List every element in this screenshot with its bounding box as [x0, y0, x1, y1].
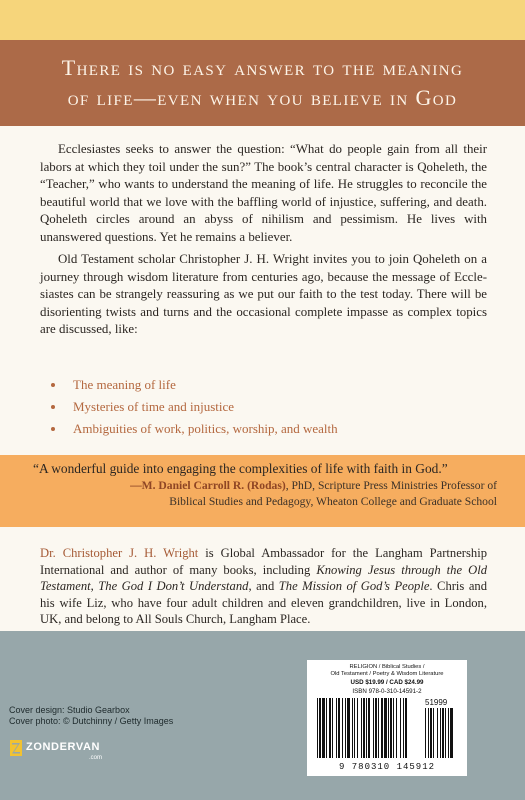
barcode-supplement-bar: [450, 708, 453, 758]
endorser-name: —M. Daniel Carroll R. (Rodas): [130, 479, 286, 492]
barcode-supplement-bar: [425, 708, 426, 758]
list-item: [51, 374, 338, 396]
barcode-digits: 9 780310 145912: [338, 762, 435, 772]
barcode-bar: [332, 698, 333, 758]
barcode-bar: [388, 698, 389, 758]
bio-sep-2: , and: [248, 579, 279, 594]
cover-design-credit: Cover design: Studio Gearbox: [9, 705, 130, 715]
endorser-credentials-2: Biblical Studies and Pedagogy, Wheaton College and Graduate School: [169, 495, 497, 508]
barcode-supplement-bar: [442, 708, 444, 758]
category-line-2: Old Testament / Poetry & Wisdom Literature: [330, 671, 444, 677]
barcode-bar: [384, 698, 387, 758]
barcode-bar: [378, 698, 379, 758]
endorser-credentials-1: , PhD, Scripture Press Ministries Professor of: [285, 479, 497, 492]
barcode-bar: [366, 698, 367, 758]
zondervan-z-logo-icon: [10, 740, 22, 756]
publisher-logo: [10, 738, 120, 772]
barcode-bar: [405, 698, 407, 758]
barcode-supplement-bar: [445, 708, 446, 758]
barcode-bar: [322, 698, 325, 758]
topic-label: The meaning of life: [73, 377, 176, 392]
publisher-name: ZONDERVAN: [26, 741, 101, 753]
barcode-supplement-bar: [448, 708, 449, 758]
barcode-bar: [347, 698, 350, 758]
barcode-bar: [403, 698, 404, 758]
list-item: [51, 396, 338, 418]
endorsement-quote: “A wonderful guide into engaging the complexities of life with faith in God.”: [33, 461, 448, 476]
tagline-line-1: There is no easy answer to the meaning: [61, 55, 464, 80]
publisher-domain: .com: [89, 755, 103, 761]
top-color-band: [0, 0, 525, 40]
bio-text-a: is Global Ambassador for the Langham Partnership International and author of many books, including: [40, 546, 487, 577]
barcode-supplement-bar: [440, 708, 441, 758]
barcode-bar: [319, 698, 321, 758]
barcode-bar: [363, 698, 365, 758]
description-paragraph-2: Old Testament scholar Christopher J. H. Wright invites you to join Qoheleth on a journey through wisdom literature from centuries ago, because the message of Ecclesiastes can be strangely reassuring as we put our faith to the test today. There will be disorienting twists and turns and the occasional complete impasse as complex topics are discussed, like:: [40, 252, 487, 336]
barcode-supplement-bar: [433, 708, 434, 758]
barcode-supplement-bar: [428, 708, 429, 758]
barcode-supplement-bar: [430, 708, 432, 758]
barcode-bar: [396, 698, 397, 758]
topic-list: [51, 374, 338, 440]
bullet-icon: [51, 383, 55, 387]
topic-label: Mysteries of time and injustice: [73, 399, 235, 414]
barcode-icon: [315, 698, 459, 760]
bio-sep-1: ,: [90, 579, 99, 594]
isbn-label: ISBN 978-0-310-14591-2: [352, 688, 422, 695]
barcode-bar: [373, 698, 374, 758]
list-item: [51, 418, 338, 440]
barcode-bar: [345, 698, 346, 758]
barcode-bar: [381, 698, 383, 758]
bullet-icon: [51, 427, 55, 431]
description-text: [40, 141, 487, 339]
barcode-bar: [329, 698, 331, 758]
cover-photo-credit: Cover photo: © Dutchinny / Getty Images: [9, 716, 174, 726]
barcode-bar: [336, 698, 337, 758]
bio-text-b: . Chris and his wife Liz, who have four adult children and eleven grandchildren, live in London, UK, and belong to All Souls Church, Langham Place.: [40, 579, 488, 627]
bullet-icon: [51, 405, 55, 409]
barcode-bar: [342, 698, 343, 758]
barcode-box: [307, 660, 467, 776]
barcode-bar: [390, 698, 392, 758]
barcode-bar: [361, 698, 362, 758]
price-label: USD $19.99 / CAD $24.99: [350, 679, 424, 686]
barcode-bar: [352, 698, 353, 758]
topic-label: Ambiguities of work, politics, worship, and wealth: [73, 421, 338, 436]
barcode-bar: [368, 698, 370, 758]
barcode-bar: [393, 698, 394, 758]
author-name: Dr. Christopher J. H. Wright: [40, 546, 199, 560]
author-bio: [40, 545, 487, 628]
barcode-bar: [354, 698, 355, 758]
tagline-band: [0, 40, 525, 126]
barcode-bar: [400, 698, 401, 758]
book-title-3: The Mission of God’s People: [278, 579, 430, 594]
barcode-bar: [375, 698, 377, 758]
endorsement-attribution: [27, 478, 497, 510]
barcode-bar: [357, 698, 358, 758]
book-title-1: Knowing Jesus through the Old Testament: [40, 562, 487, 594]
barcode-bar: [326, 698, 327, 758]
category-line-1: RELIGION / Biblical Studies /: [349, 664, 425, 670]
tagline-line-2: of life—even when you believe in God: [67, 85, 458, 110]
barcode-bar: [317, 698, 318, 758]
barcode-supplement: 51999: [425, 698, 448, 707]
description-paragraph-1: Ecclesiastes seeks to answer the question: “What do people gain from all their labors at which they toil under the sun?” The book’s central character is Qoheleth, the “Teacher,” who wants to understand the meaning of life. He struggles to reconcile the beautiful world that we love with the baffling world of injustice, suffering, and death. Qoheleth circles around an abyss of nihilism and pessimism. He lives with unanswered questions. Yet he remains a believer.: [40, 142, 487, 244]
book-title-2: The God I Don’t Understand: [98, 579, 249, 594]
author-bio-paragraph: [40, 545, 487, 628]
barcode-supplement-bar: [437, 708, 438, 758]
barcode-bar: [338, 698, 340, 758]
